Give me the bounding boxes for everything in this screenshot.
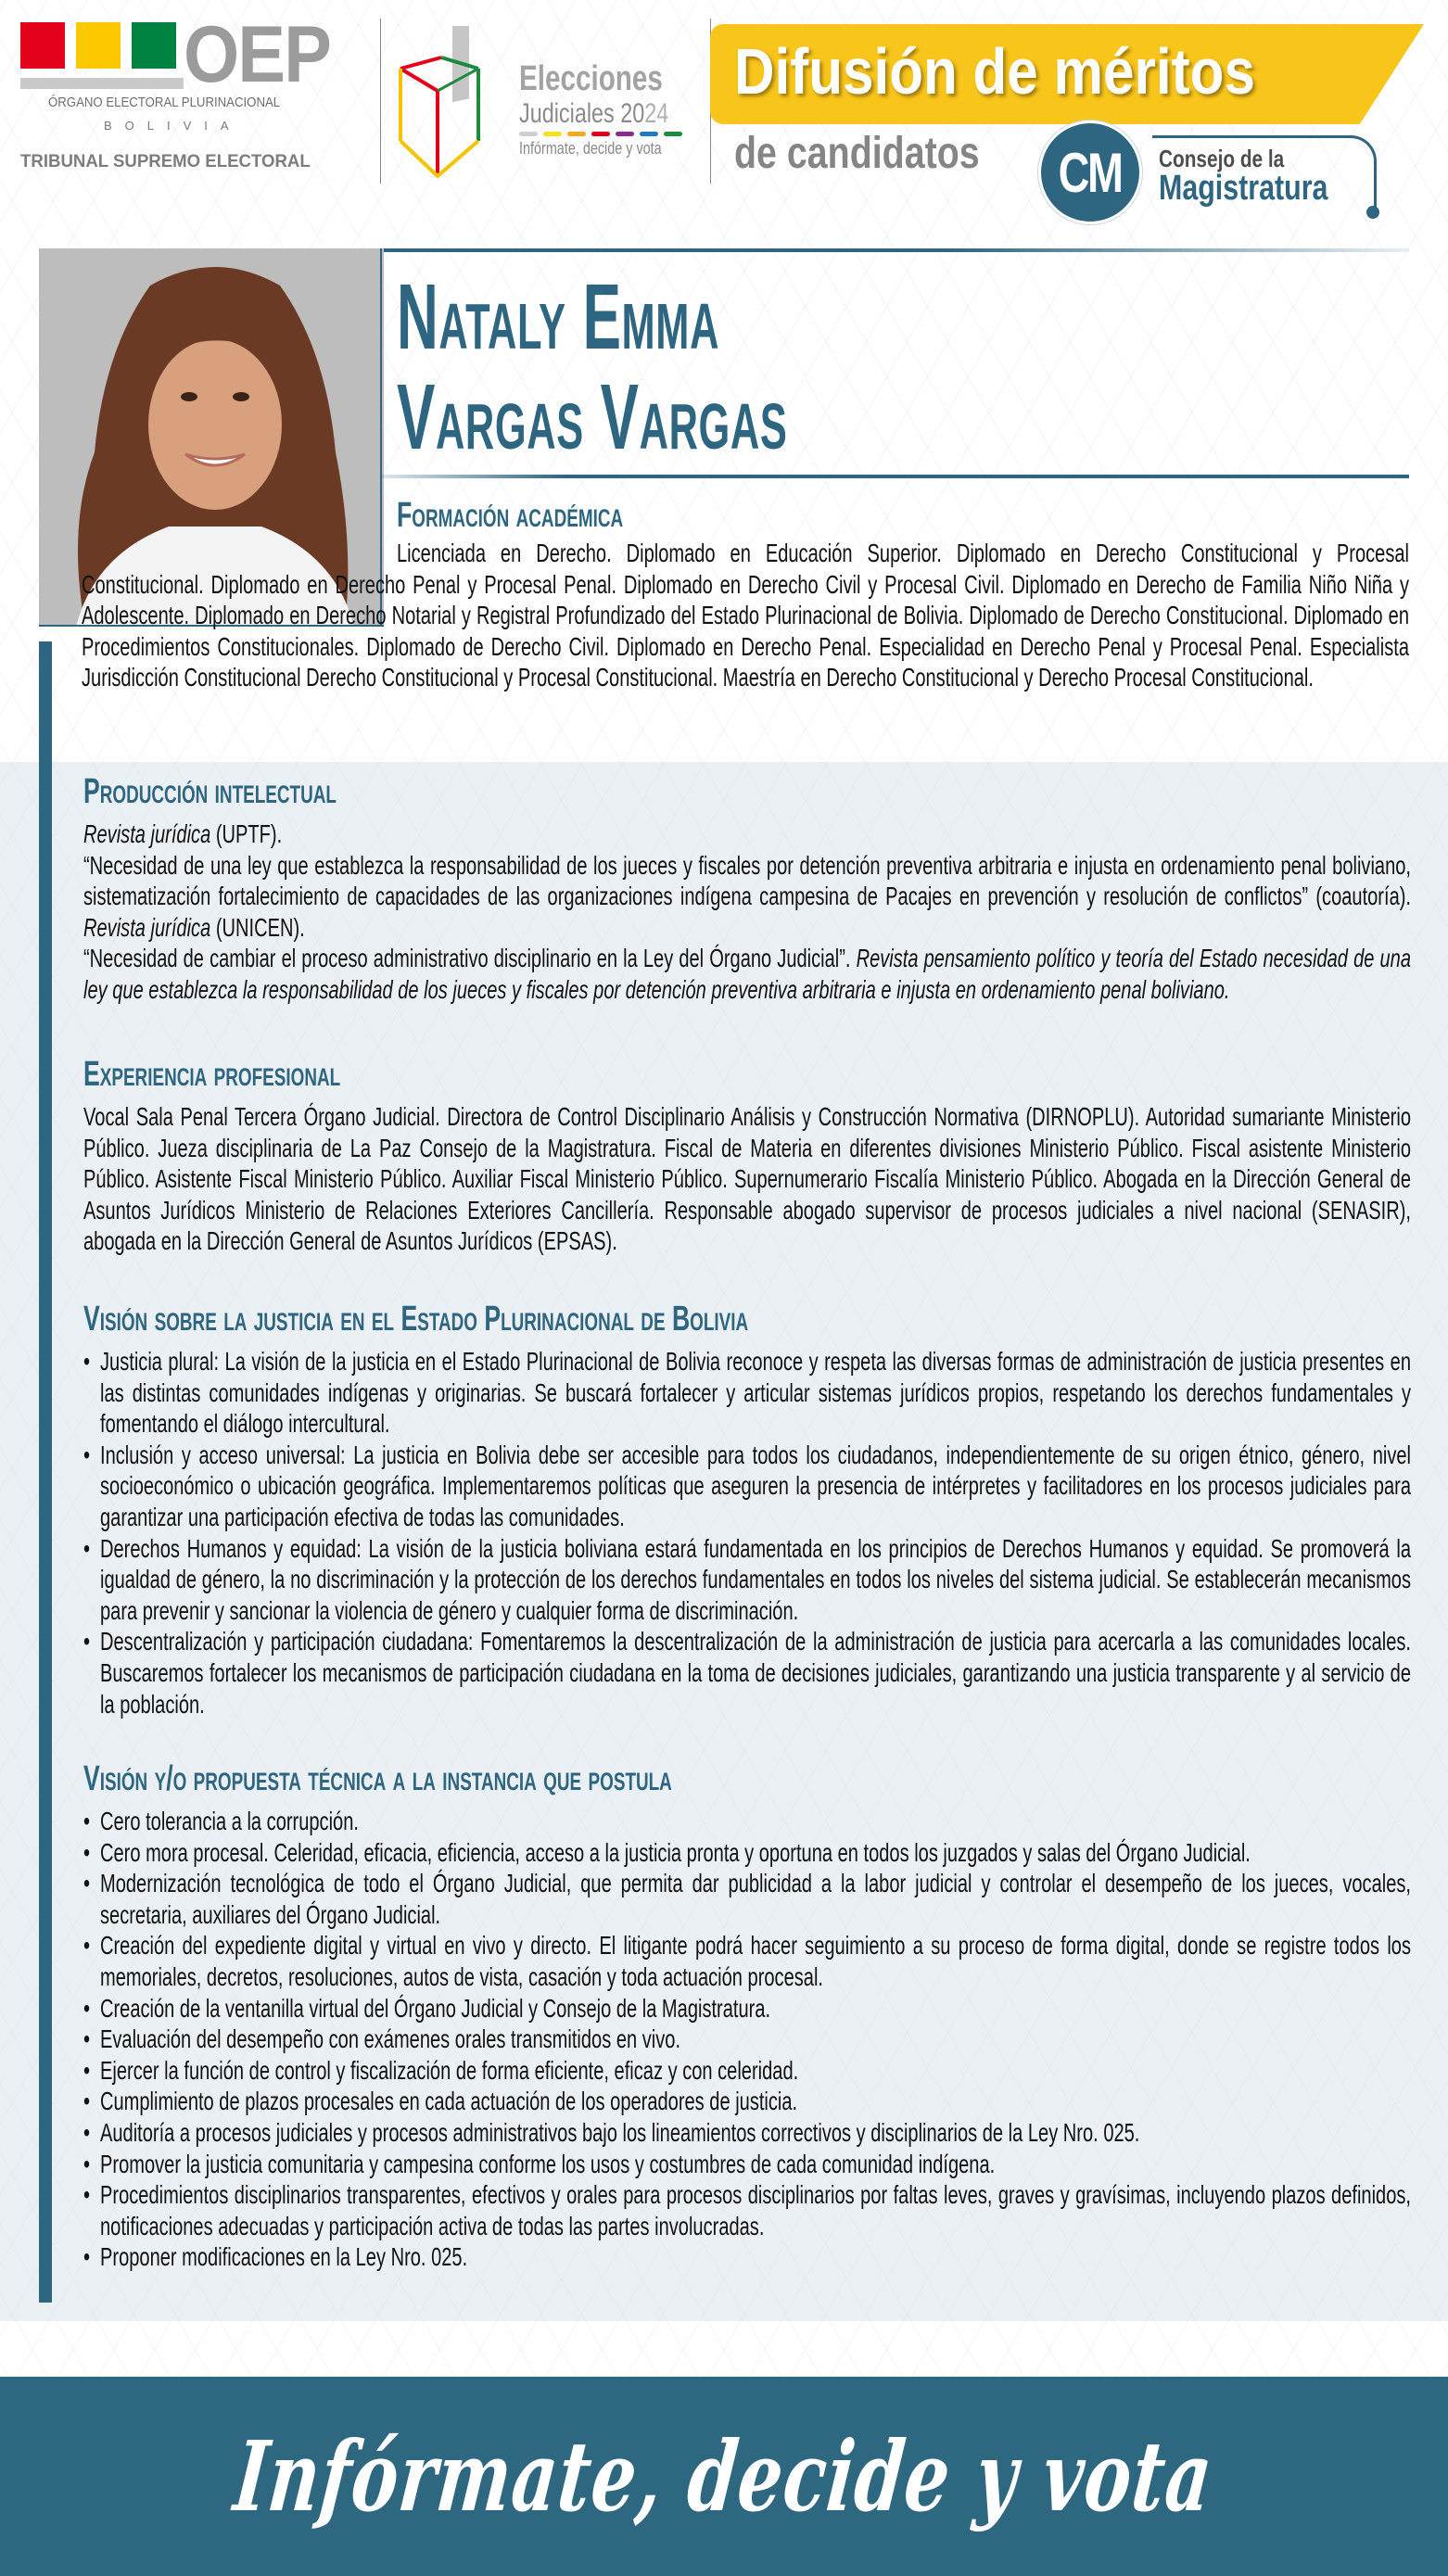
list-item: • Derechos Humanos y equidad: La visión de la justicia boliviana estará fundamentada en los principios de Derechos Humanos y equidad. Se promoverá la igualdad de género, la no discriminación y la protección de los derechos fundamentales en todos los niveles del sistema judicial. Se establecerán mecanismos para prevenir y sancionar la violencia de género y cualquier forma de discriminación. bbox=[83, 1533, 1411, 1627]
section-title-formacion: Formación académica bbox=[397, 496, 624, 535]
section-title-experiencia: Experiencia profesional bbox=[83, 1055, 341, 1094]
name-rule bbox=[380, 475, 1409, 478]
oep-acronym: OEP bbox=[184, 10, 331, 99]
list-item: • Descentralización y participación ciudadana: Fomentaremos la descentralización de la administración de justicia para acercarla a las comunidades locales. Buscaremos fortalecer los mecanismos de participación ciudadana en la toma de decisiones judiciales, garantizando una justicia transparente y al servicio de la población. bbox=[83, 1626, 1411, 1719]
section-vision-tecnica bbox=[83, 1761, 1411, 2273]
list-item: • Justicia plural: La visión de la justicia en el Estado Plurinacional de Bolivia reconoce y respeta las diversas formas de administración de justicia presentes en las distintas comunidades indígenas y originarias. Se buscará fortalecer y articular sistemas jurídicos propios, respetando los derechos fundamentales y fomentando el diálogo intercultural. bbox=[83, 1346, 1411, 1440]
publication-title: Revista jurídica bbox=[83, 819, 211, 848]
experiencia-text: Vocal Sala Penal Tercera Órgano Judicial. Directora de Control Disciplinario Análisis y Construcción Normativa (DIRNOPLU). Autoridad sumariante Ministerio Público. Jueza disciplinaria de La Paz Consejo de la Magistratura. Fiscal de Materia en diferentes divisiones Ministerio Público. Fiscal asistente Ministerio Público. Asistente Fiscal Ministerio Público. Auxiliar Fiscal Ministerio Público. Supernumerario Fiscalía Ministerio Público. Abogada en la Dirección General de Asuntos Jurídicos Ministerio de Relaciones Exteriores Cancillería. Responsable abogado supervisor de procesos judiciales a nivel nacional (SENASIR), abogada en la Dirección General de Asuntos Jurídicos (EPSAS). bbox=[83, 1102, 1411, 1256]
list-item: • Cumplimiento de plazos procesales en cada actuación de los operadores de justicia. bbox=[83, 2086, 1411, 2117]
produccion-entries bbox=[83, 818, 1411, 1006]
color-dash bbox=[664, 132, 682, 136]
section-formacion bbox=[82, 538, 1409, 693]
color-dash bbox=[616, 132, 634, 136]
flag-green-square bbox=[132, 22, 176, 69]
oep-country: BOLIVIA bbox=[104, 119, 242, 133]
banner-title: Difusión de méritos bbox=[734, 35, 1255, 108]
elecciones-year-suffix: 24 bbox=[644, 98, 669, 129]
list-item: • Modernización tecnológica de todo el Órgano Judicial, que permita dar publicidad a la labor judicial y controlar el desempeño de los jueces, vocales, secretaria, auxiliares del Órgano Judicial. bbox=[83, 1868, 1411, 1930]
elecciones-color-dashes bbox=[519, 132, 682, 136]
elecciones-subtitle-text: Judiciales 20 bbox=[519, 98, 645, 129]
oep-organization-name: ÓRGANO ELECTORAL PLURINACIONAL bbox=[48, 95, 281, 110]
publication-article: “Necesidad de cambiar el proceso administrativo disciplinario en la Ley del Órgano Judicial”. bbox=[83, 944, 857, 973]
list-item: • Ejercer la función de control y fiscalización de forma eficiente, eficaz y con celeridad. bbox=[83, 2055, 1411, 2087]
list-item: • Inclusión y acceso universal: La justicia en Bolivia debe ser accesible para todos los ciudadanos, independientemente de su origen étnico, género, nivel socioeconómico o ubicación geográfica. Implementaremos políticas que aseguren la presencia de intérpretes y facilitadores en los procesos judiciales para garantizar una participación efectiva de todas las comunidades. bbox=[83, 1440, 1411, 1533]
section-vision-justicia bbox=[83, 1301, 1411, 1719]
section-title-vision-justicia: Visión sobre la justicia en el Estado Plurinacional de Bolivia bbox=[83, 1300, 749, 1339]
color-dash bbox=[519, 132, 538, 136]
vision-tecnica-list bbox=[83, 1806, 1411, 2273]
elecciones-tagline: Infórmate, decide y vota bbox=[519, 139, 662, 158]
produccion-entry bbox=[83, 818, 1411, 850]
publication-title: Revista pensamiento político y teoría del Estado necesidad de una ley que establezca la responsabilidad de los jueces y fiscales por detención preventiva arbitraria e injusta en ordenamiento penal boliviano. bbox=[83, 944, 1411, 1004]
header-rule bbox=[380, 248, 1409, 252]
consejo-magistratura-logo-icon bbox=[1038, 121, 1142, 224]
ballot-box-icon bbox=[397, 26, 517, 184]
oep-logo bbox=[20, 10, 363, 171]
elecciones-judiciales-logo bbox=[397, 26, 712, 184]
consejo-name-line1: Consejo de la bbox=[1159, 145, 1285, 172]
publication-source: (UPTF). bbox=[210, 819, 283, 848]
consejo-frame-dot bbox=[1366, 206, 1379, 219]
publication-source: (UNICEN). bbox=[210, 912, 305, 942]
section-title-produccion: Producción intelectual bbox=[83, 772, 337, 811]
consejo-initials: CM bbox=[1058, 141, 1123, 204]
list-item: • Promover la justicia comunitaria y campesina conforme los usos y costumbres de cada comunidad indígena. bbox=[83, 2149, 1411, 2180]
candidate-last-names: Vargas Vargas bbox=[397, 365, 788, 469]
header-divider bbox=[380, 19, 381, 184]
page-header bbox=[0, 0, 1448, 232]
color-dash bbox=[543, 132, 562, 136]
flag-yellow-square bbox=[76, 22, 121, 69]
produccion-entry bbox=[83, 850, 1411, 944]
list-item: • Creación de la ventanilla virtual del Órgano Judicial y Consejo de la Magistratura. bbox=[83, 1993, 1411, 2024]
accent-bar bbox=[39, 641, 52, 2303]
publication-title: Revista jurídica bbox=[83, 912, 211, 942]
footer-slogan: Infórmate, decide y vota bbox=[229, 2419, 1219, 2533]
footer-banner bbox=[0, 2377, 1448, 2576]
oep-logo-bar bbox=[20, 78, 184, 89]
section-experiencia bbox=[83, 1057, 1411, 1257]
color-dash bbox=[591, 132, 610, 136]
list-item: • Auditoría a procesos judiciales y procesos administrativos bajo los lineamientos correctivos y disciplinarios de la Ley Nro. 025. bbox=[83, 2117, 1411, 2149]
list-item: • Cero tolerancia a la corrupción. bbox=[83, 1806, 1411, 1837]
flag-red-square bbox=[20, 22, 65, 69]
candidate-first-names: Nataly Emma bbox=[397, 265, 720, 369]
list-item: • Procedimientos disciplinarios transparentes, efectivos y orales para procesos disciplinarios por faltas leves, graves y gravísimas, incluyendo plazos definidos, notificaciones adecuadas y participación activa de todas las partes involucradas. bbox=[83, 2179, 1411, 2241]
list-item: • Proponer modificaciones en la Ley Nro. 025. bbox=[83, 2241, 1411, 2273]
publication-article: “Necesidad de una ley que establezca la responsabilidad de los jueces y fiscales por detención preventiva arbitraria e injusta en ordenamiento penal boliviano, sistematización fortalecimiento de capacidades de las organizaciones indígena campesina de Pacajes en prevención y resolución de conflictos” (coautoría). bbox=[83, 850, 1411, 911]
vision-justicia-list bbox=[83, 1346, 1411, 1719]
banner-subtitle: de candidatos bbox=[734, 129, 980, 178]
formacion-text: Licenciada en Derecho. Diplomado en Educación Superior. Diplomado en Derecho Constitucional y Procesal Constitucional. Diplomado en Derecho Penal y Procesal Penal. Diplomado en Derecho Civil y Procesal Civil. Diplomado en Derecho de Familia Niño Niña y Adolescente. Diplomado en Derecho Notarial y Registral Profundizado del Estado Plurinacional de Bolivia. Diplomado de Derecho Constitucional. Diplomado en Procedimientos Constitucionales. Diplomado de Derecho Civil. Diplomado en Derecho Penal. Especialidad en Derecho Penal y Procesal Penal. Especialista Jurisdicción Constitucional Derecho Constitucional y Procesal Constitucional. Maestría en Derecho Constitucional y Derecho Procesal Constitucional. bbox=[82, 539, 1409, 692]
list-item: • Cero mora procesal. Celeridad, eficacia, eficiencia, acceso a la justicia pronta y oportuna en todos los juzgados y salas del Órgano Judicial. bbox=[83, 1837, 1411, 1869]
elecciones-subtitle bbox=[519, 100, 668, 128]
consejo-name-line2: Magistratura bbox=[1159, 169, 1328, 208]
produccion-entry bbox=[83, 943, 1411, 1005]
section-produccion bbox=[83, 774, 1411, 1006]
list-item: • Evaluación del desempeño con exámenes orales transmitidos en vivo. bbox=[83, 2024, 1411, 2055]
elecciones-title: Elecciones bbox=[519, 59, 663, 98]
color-dash bbox=[640, 132, 658, 136]
section-title-vision-tecnica: Visión y/o propuesta técnica a la instancia que postula bbox=[83, 1759, 672, 1798]
oep-tribunal-name: TRIBUNAL SUPREMO ELECTORAL bbox=[20, 152, 311, 171]
list-item: • Creación del expediente digital y virtual en vivo y directo. El litigante podrá hacer seguimiento a su proceso de forma digital, donde se registre todos los memoriales, decretos, resoluciones, autos de vista, casación y toda actuación procesal. bbox=[83, 1930, 1411, 1992]
color-dash bbox=[567, 132, 586, 136]
candidate-name bbox=[397, 267, 787, 467]
